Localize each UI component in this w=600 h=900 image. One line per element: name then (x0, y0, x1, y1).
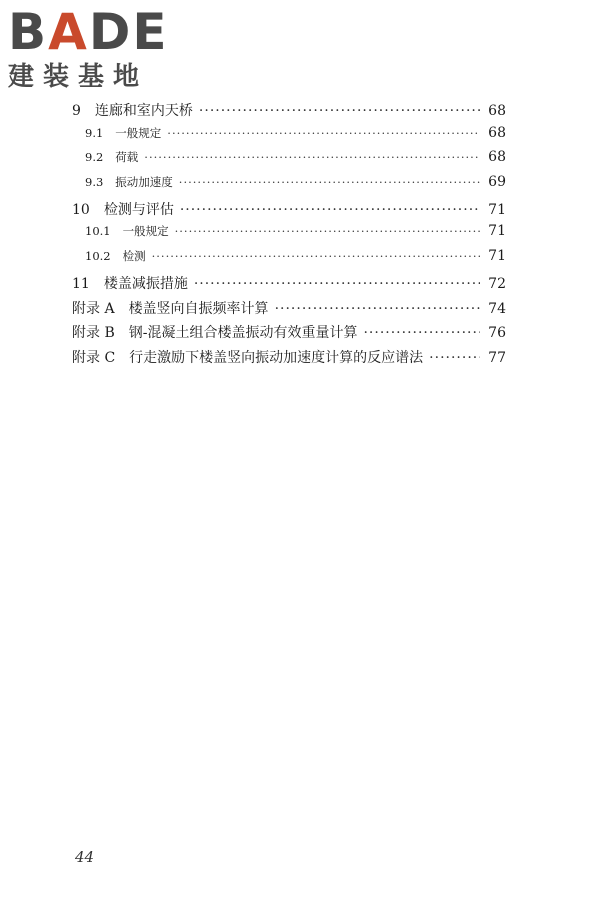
toc-entry-number: 附录 C (72, 349, 116, 366)
toc-chapter-entry (72, 100, 506, 125)
toc-entry-number: 10.1 (85, 224, 111, 239)
toc-entry-title: 荷载 (115, 150, 139, 165)
toc-entry-page: 74 (488, 300, 506, 317)
toc-entry-title: 连廊和室内天桥 (94, 103, 193, 119)
toc-dot-leader (167, 126, 480, 140)
toc-entry-page: 68 (488, 124, 506, 141)
toc-entry-number: 10 (72, 201, 90, 218)
toc-entry-page: 71 (488, 223, 506, 240)
toc-dot-leader (179, 175, 480, 189)
toc-entry-title: 检测 (122, 249, 146, 264)
toc-dot-leader (152, 249, 480, 263)
toc-chapter-entry (72, 298, 506, 323)
toc-entry-page: 76 (488, 325, 506, 342)
toc-chapter-entry (72, 322, 506, 347)
toc-entry-title: 钢-混凝土组合楼盖振动有效重量计算 (128, 325, 358, 342)
toc-section-entry (72, 125, 506, 150)
toc-entry-number: 9.2 (85, 150, 104, 165)
toc-section-entry (72, 149, 506, 174)
toc-entry-page: 69 (488, 174, 506, 191)
toc-section-entry (72, 174, 506, 199)
toc-dot-leader (175, 224, 480, 238)
toc-section-entry (72, 223, 506, 248)
toc-entry-title: 振动加速度 (115, 175, 173, 190)
toc-entry-title: 一般规定 (122, 224, 169, 239)
logo-subtitle: 建装基地 (8, 62, 149, 92)
toc-dot-leader (194, 276, 480, 292)
toc-entry-title: 楼盖减振措施 (103, 275, 188, 292)
toc-entry-title: 检测与评估 (103, 201, 174, 218)
toc-chapter-entry (72, 199, 506, 224)
toc-dot-leader (180, 202, 480, 218)
toc-entry-title: 行走激励下楼盖竖向振动加速度计算的反应谱法 (129, 349, 424, 366)
toc-entry-number: 9.1 (85, 125, 104, 140)
toc-entry-number: 附录 A (72, 300, 115, 317)
toc-section-entry (72, 248, 506, 273)
toc-entry-page: 72 (488, 275, 506, 292)
logo-letter-b: B (8, 3, 49, 61)
page-number: 44 (75, 848, 95, 866)
toc-entry-number: 9.3 (85, 175, 104, 190)
toc-entry-number: 9 (72, 103, 81, 119)
toc-chapter-entry (72, 347, 506, 372)
toc-chapter-entry (72, 273, 506, 298)
toc-entry-page: 77 (488, 349, 506, 366)
logo-letters-de: DE (88, 3, 169, 61)
toc-entry-page: 71 (488, 201, 506, 218)
toc-dot-leader (429, 350, 480, 366)
toc-entry-title: 一般规定 (115, 125, 162, 140)
toc-entry-number: 11 (72, 275, 90, 292)
toc-dot-leader (199, 103, 480, 119)
toc-entry-page: 68 (488, 103, 506, 119)
toc-dot-leader (275, 301, 480, 317)
toc-entry-title: 楼盖竖向自振频率计算 (128, 300, 269, 317)
logo-letter-a: A (48, 3, 89, 61)
toc-dot-leader (363, 325, 480, 341)
logo-wordmark (8, 4, 178, 60)
toc-entry-number: 10.2 (85, 249, 111, 264)
table-of-contents (72, 100, 506, 372)
toc-entry-page: 68 (488, 149, 506, 166)
toc-entry-page: 71 (488, 248, 506, 265)
toc-dot-leader (144, 150, 480, 164)
toc-entry-number: 附录 B (72, 325, 115, 342)
site-logo (8, 4, 178, 96)
